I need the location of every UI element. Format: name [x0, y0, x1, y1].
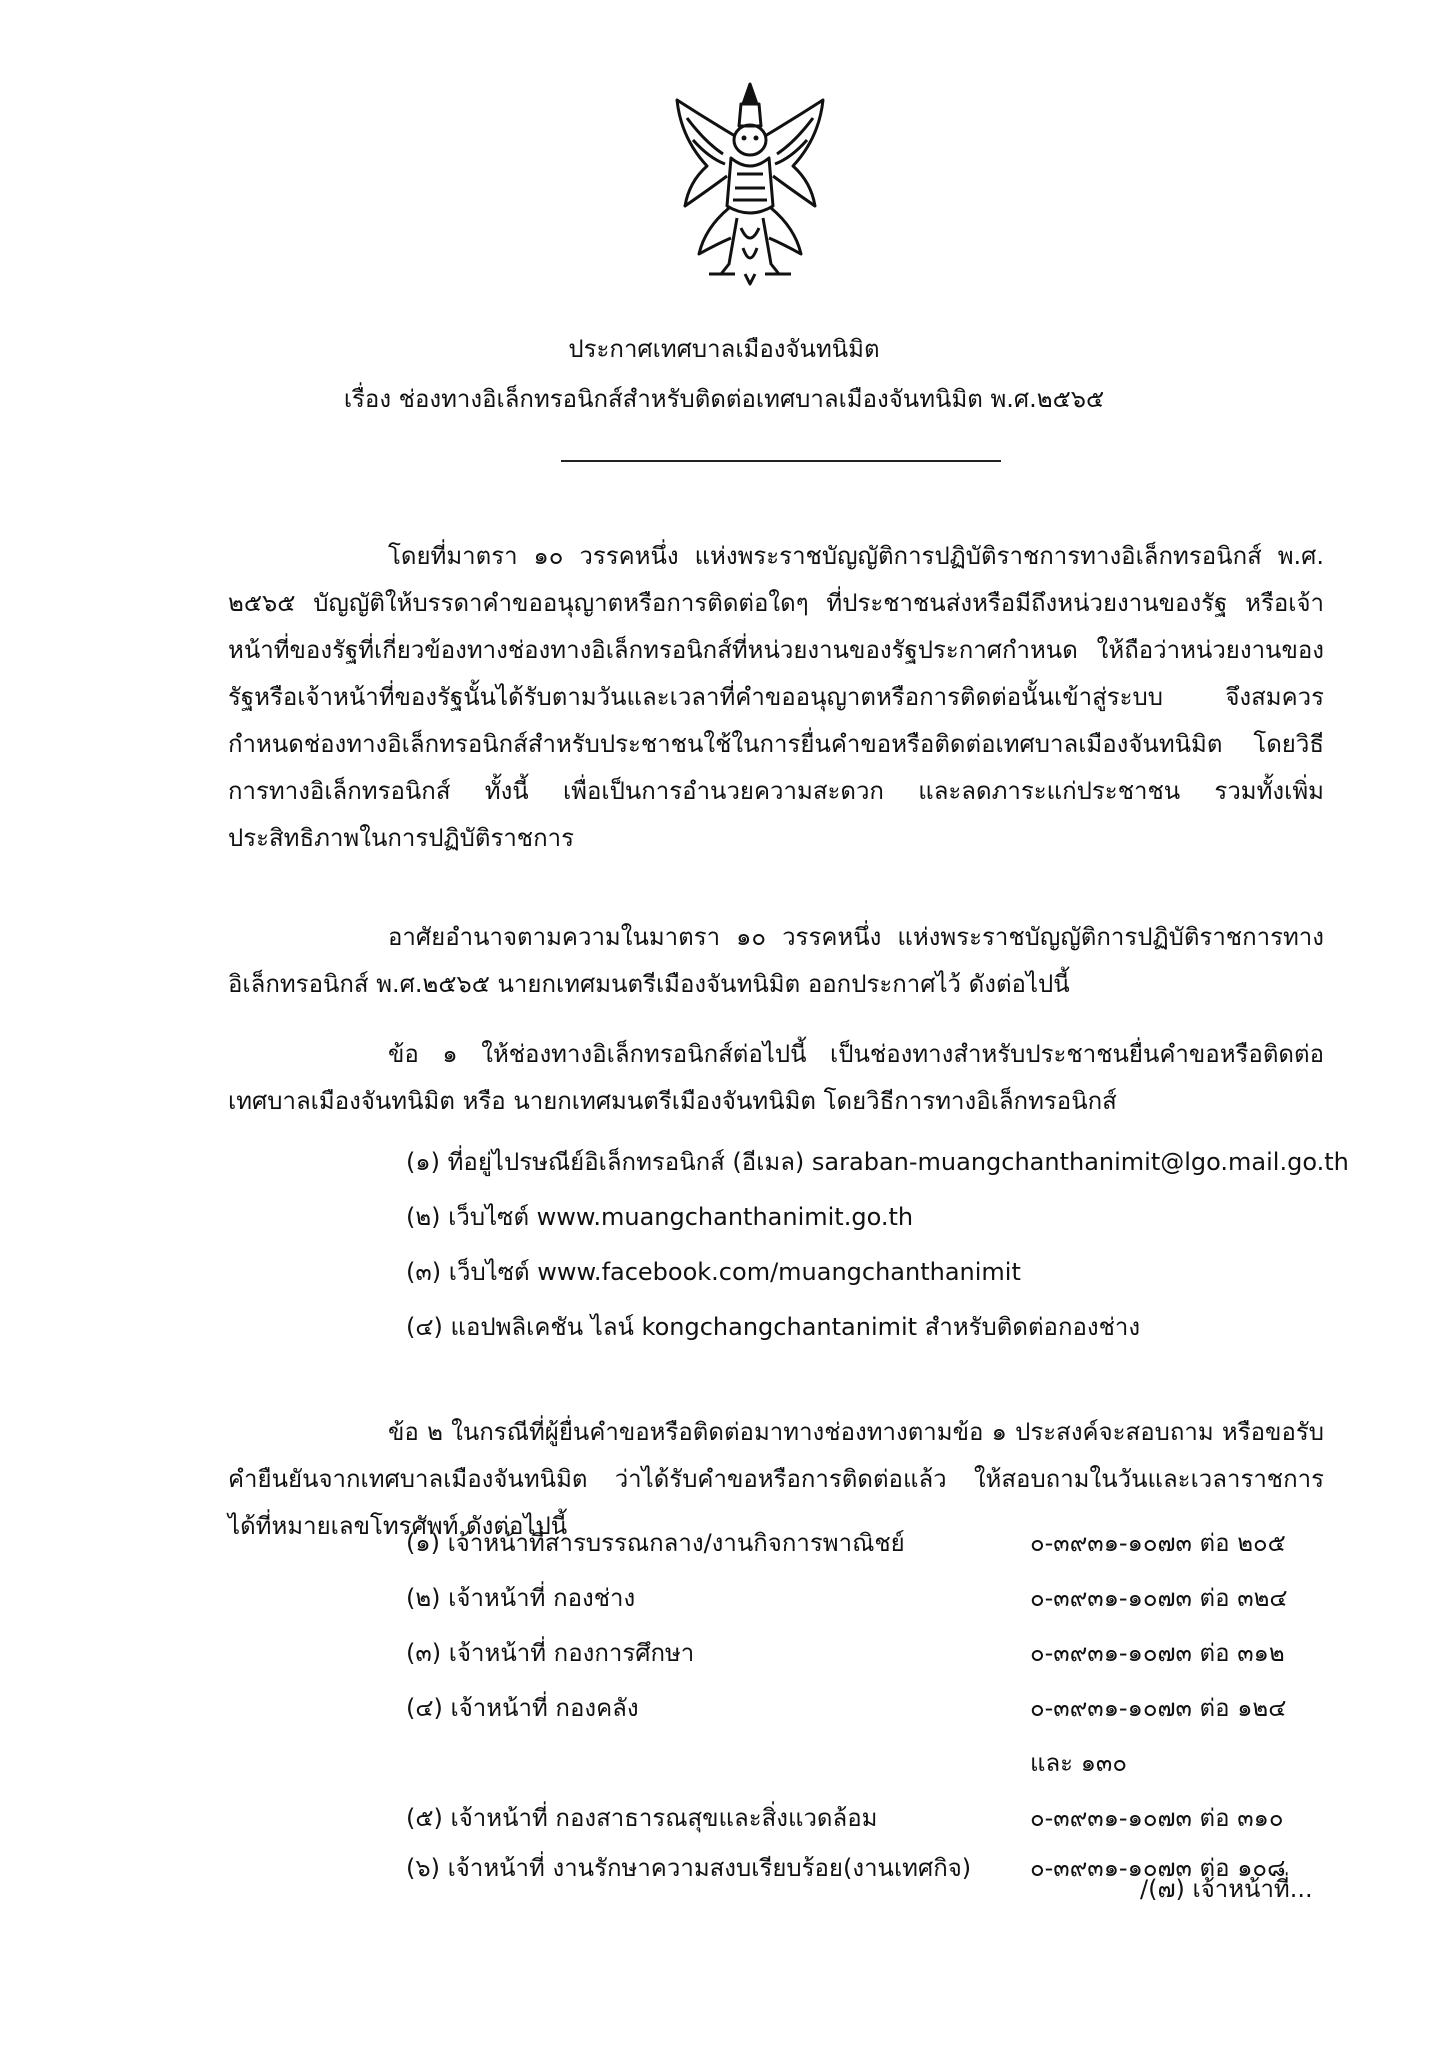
contact-4-extension: และ ๑๓๐ — [1030, 1749, 1127, 1777]
contact-label: (๔) เจ้าหน้าที่ กองคลัง — [406, 1694, 639, 1722]
garuda-emblem-icon — [665, 78, 835, 288]
clause-1-text: ข้อ ๑ ให้ช่องทางอิเล็กทรอนิกส์ต่อไปนี้ เป็นช่องทางสำหรับประชาชนยื่นคำขอหรือติดต่อเทศบาลเมืองจันทนิมิต หรือ นายกเทศมนตรีเมืองจันทนิมิต โดยวิธีการทางอิเล็กทรอนิกส์ — [228, 1040, 1324, 1115]
channel-email: (๑) ที่อยู่ไปรษณีย์อิเล็กทรอนิกส์ (อีเมล) saraban-muangchanthanimit@lgo.mail.go.th — [406, 1148, 1349, 1176]
clause-2-text: ข้อ ๒ ในกรณีที่ผู้ยื่นคำขอหรือติดต่อมาทางช่องทางตามข้อ ๑ ประสงค์จะสอบถาม หรือขอรับคำยืนยันจากเทศบาลเมืองจันทนิมิต ว่าได้รับคำขอหรือการติดต่อแล้ว ให้สอบถามในวันและเวลาราชการได้ที่หมายเลขโทรศัพท์ ดังต่อไปนี้ — [228, 1418, 1324, 1540]
contact-phone: ๐-๓๙๓๑-๑๐๗๓ ต่อ ๒๐๕ — [1030, 1529, 1286, 1557]
contact-phone: ๐-๓๙๓๑-๑๐๗๓ ต่อ ๓๑๒ — [1030, 1639, 1285, 1667]
preamble-paragraph — [228, 533, 1324, 862]
clause-1-paragraph — [228, 1031, 1324, 1125]
contact-phone: ๐-๓๙๓๑-๑๐๗๓ ต่อ ๓๒๔ — [1030, 1584, 1288, 1612]
contact-phone: ๐-๓๙๓๑-๑๐๗๓ ต่อ ๑๒๔ — [1030, 1694, 1287, 1722]
contact-label: (๓) เจ้าหน้าที่ กองการศึกษา — [406, 1639, 695, 1667]
contact-label: (๖) เจ้าหน้าที่ งานรักษาความสงบเรียบร้อย(งานเทศกิจ) — [406, 1854, 972, 1882]
title-divider — [561, 460, 1001, 462]
authority-paragraph — [228, 914, 1324, 1008]
contact-label: (๒) เจ้าหน้าที่ กองช่าง — [406, 1584, 636, 1612]
contact-phone: ๐-๓๙๓๑-๑๐๗๓ ต่อ ๑๐๘ — [1030, 1854, 1286, 1882]
announcement-subject: เรื่อง ช่องทางอิเล็กทรอนิกส์สำหรับติดต่อเทศบาลเมืองจันทนิมิต พ.ศ.๒๕๖๕ — [343, 385, 1105, 413]
preamble-text: โดยที่มาตรา ๑๐ วรรคหนึ่ง แห่งพระราชบัญญัติการปฏิบัติราชการทางอิเล็กทรอนิกส์ พ.ศ. ๒๕๖๕ บัญญัติให้บรรดาคำขออนุญาตหรือการติดต่อใดๆ ที่ประชาชนส่งหรือมีถึงหน่วยงานของรัฐ หรือเจ้าหน้าที่ของรัฐที่เกี่ยวข้องทางช่องทางอิเล็กทรอนิกส์ที่หน่วยงานของรัฐประกาศกำหนด ให้ถือว่าหน่วยงานของรัฐหรือเจ้าหน้าที่ของรัฐนั้นได้รับตามวันและเวลาที่คำขออนุญาตหรือการติดต่อนั้นเข้าสู่ระบบ จึงสมควรกำหนดช่องทางอิเล็กทรอนิกส์สำหรับประชาชนใช้ในการยื่นคำขอหรือติดต่อเทศบาลเมืองจันทนิมิต โดยวิธีการทางอิเล็กทรอนิกส์ ทั้งนี้ เพื่อเป็นการอำนวยความสะดวก และลดภาระแก่ประชาชน รวมทั้งเพิ่มประสิทธิภาพในการปฏิบัติราชการ — [228, 542, 1324, 852]
contact-phone: ๐-๓๙๓๑-๑๐๗๓ ต่อ ๓๑๐ — [1030, 1804, 1284, 1832]
announcement-title: ประกาศเทศบาลเมืองจันทนิมิต — [568, 335, 880, 363]
channel-line-app: (๔) แอปพลิเคชัน ไลน์ kongchangchantanimit สำหรับติดต่อกองช่าง — [406, 1313, 1141, 1341]
channel-facebook: (๓) เว็บไซต์ www.facebook.com/muangchanthanimit — [406, 1258, 1021, 1286]
contact-label: (๑) เจ้าหน้าที่สารบรรณกลาง/งานกิจการพาณิชย์ — [406, 1529, 905, 1557]
authority-text: อาศัยอำนาจตามความในมาตรา ๑๐ วรรคหนึ่ง แห่งพระราชบัญญัติการปฏิบัติราชการทางอิเล็กทรอนิกส์ พ.ศ.๒๕๖๕ นายกเทศมนตรีเมืองจันทนิมิต ออกประกาศไว้ ดังต่อไปนี้ — [228, 923, 1324, 998]
continuation-note: /(๗) เจ้าหน้าที่... — [1140, 1875, 1313, 1903]
contact-label: (๕) เจ้าหน้าที่ กองสาธารณสุขและสิ่งแวดล้อม — [406, 1804, 878, 1832]
channel-website: (๒) เว็บไซต์ www.muangchanthanimit.go.th — [406, 1203, 914, 1231]
